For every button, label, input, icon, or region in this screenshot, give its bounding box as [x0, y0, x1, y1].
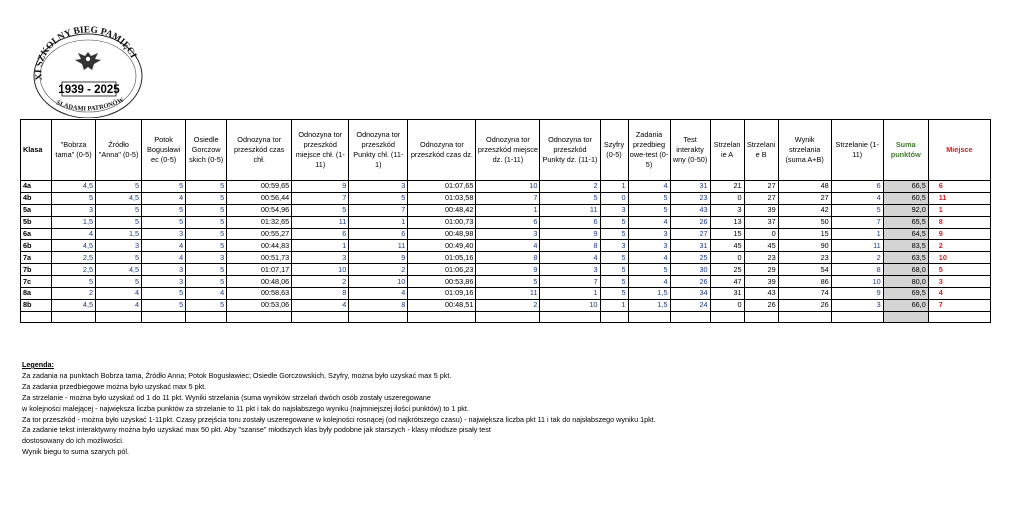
- table-cell: 00:48,98: [408, 228, 476, 240]
- table-cell: 21: [710, 181, 744, 193]
- table-cell: 3: [628, 240, 670, 252]
- table-cell: 23: [778, 252, 831, 264]
- empty-cell: [744, 311, 778, 322]
- col-header-suma: Suma punktów: [883, 120, 928, 181]
- table-cell: 43: [670, 204, 710, 216]
- empty-cell: [883, 311, 928, 322]
- table-cell: 1,5: [96, 228, 142, 240]
- table-cell: 48: [778, 181, 831, 193]
- total-points-cell: 63,5: [883, 252, 928, 264]
- table-cell: 29: [744, 264, 778, 276]
- table-cell: 7: [540, 276, 600, 288]
- col-header-strzelanie-a: Strzelan ie A: [710, 120, 744, 181]
- col-header-tor-miejsce-dz: Odnozyna tor przeszkód miejsce dz. (1-11): [476, 120, 540, 181]
- table-cell: 5: [186, 228, 227, 240]
- legend-line: w kolejności malejącej - największa liczba punktów za strzelanie to 11 pkt i tak do najsłabszego wyniku (najmniejszej ilości punktów) to 1 pkt.: [22, 403, 469, 413]
- table-cell: 4,5: [52, 181, 96, 193]
- table-cell: 74: [778, 288, 831, 300]
- table-cell: 31: [670, 181, 710, 193]
- table-cell: 4,5: [96, 264, 142, 276]
- table-cell: 00:44,83: [227, 240, 292, 252]
- table-cell: 01:07,17: [227, 264, 292, 276]
- table-cell: 01:07,65: [408, 181, 476, 193]
- table-cell: 2: [292, 276, 349, 288]
- event-logo-graphic: [22, 26, 152, 118]
- total-points-cell: 80,0: [883, 276, 928, 288]
- col-header-wynik-strzelania: Wynik strzelania (suma A+B): [778, 120, 831, 181]
- empty-cell: [928, 311, 990, 322]
- table-cell: 4: [142, 192, 186, 204]
- table-row: [21, 240, 991, 252]
- table-cell: 5: [186, 240, 227, 252]
- table-cell: 11: [540, 204, 600, 216]
- table-cell: 25: [670, 252, 710, 264]
- col-header-tor-punkty-dz: Odnozyna tor przeszkód Punkty dz. (11-1): [540, 120, 600, 181]
- table-cell: 5: [96, 276, 142, 288]
- empty-cell: [476, 311, 540, 322]
- class-name-cell: 5a: [21, 204, 52, 216]
- table-cell: 5: [96, 216, 142, 228]
- table-cell: 4: [540, 252, 600, 264]
- table-cell: 00:53,06: [227, 299, 292, 311]
- table-cell: 2: [540, 181, 600, 193]
- table-cell: 01:09,16: [408, 288, 476, 300]
- class-name-cell: 4a: [21, 181, 52, 193]
- table-cell: 4: [628, 216, 670, 228]
- table-cell: 42: [778, 204, 831, 216]
- table-cell: 27: [778, 192, 831, 204]
- empty-cell: [408, 311, 476, 322]
- table-cell: 00:51,73: [227, 252, 292, 264]
- legend-line: dostosowany do ich możliwości.: [22, 436, 124, 446]
- table-row: [21, 299, 991, 311]
- table-cell: 30: [670, 264, 710, 276]
- col-header-klasa: Klasa: [21, 120, 52, 181]
- table-cell: 2: [831, 252, 883, 264]
- table-cell: 5: [628, 204, 670, 216]
- table-row: [21, 181, 991, 193]
- table-cell: 7: [831, 216, 883, 228]
- table-cell: 5: [186, 181, 227, 193]
- table-cell: 5: [52, 192, 96, 204]
- col-header-tor-punkty-chl: Odnozyna tor przeszkód Punkty chł. (11-1): [349, 120, 408, 181]
- table-cell: 10: [831, 276, 883, 288]
- table-cell: 01:32,65: [227, 216, 292, 228]
- table-cell: 4: [52, 228, 96, 240]
- empty-cell: [21, 311, 52, 322]
- table-cell: 11: [292, 216, 349, 228]
- table-cell: 5: [142, 204, 186, 216]
- table-cell: 2: [52, 288, 96, 300]
- table-cell: 25: [710, 264, 744, 276]
- table-cell: 3: [600, 240, 628, 252]
- table-cell: 5: [186, 216, 227, 228]
- table-cell: 5: [831, 204, 883, 216]
- table-cell: 3: [831, 299, 883, 311]
- table-cell: 26: [778, 299, 831, 311]
- table-cell: 6: [831, 181, 883, 193]
- table-cell: 01:05,16: [408, 252, 476, 264]
- table-cell: 3: [540, 264, 600, 276]
- table-cell: 15: [710, 228, 744, 240]
- table-cell: 1,5: [628, 299, 670, 311]
- table-cell: 01:03,58: [408, 192, 476, 204]
- table-cell: 31: [710, 288, 744, 300]
- place-cell: 7: [928, 299, 990, 311]
- table-cell: 00:54,96: [227, 204, 292, 216]
- table-cell: 31: [670, 240, 710, 252]
- table-cell: 5: [600, 264, 628, 276]
- table-cell: 7: [476, 192, 540, 204]
- table-cell: 5: [186, 276, 227, 288]
- table-cell: 00:49,40: [408, 240, 476, 252]
- class-name-cell: 6a: [21, 228, 52, 240]
- table-cell: 9: [476, 264, 540, 276]
- table-cell: 9: [292, 181, 349, 193]
- table-cell: 1: [831, 228, 883, 240]
- table-cell: 8: [540, 240, 600, 252]
- table-cell: 23: [670, 192, 710, 204]
- table-cell: 11: [831, 240, 883, 252]
- empty-cell: [349, 311, 408, 322]
- empty-cell: [142, 311, 186, 322]
- logo-arc-text: XI SZKOLNY BIEG PAMIĘCI: [34, 26, 138, 81]
- table-cell: 15: [778, 228, 831, 240]
- table-cell: 4,5: [52, 299, 96, 311]
- table-cell: 0: [710, 192, 744, 204]
- table-cell: 3: [710, 204, 744, 216]
- table-cell: 27: [744, 192, 778, 204]
- table-cell: 3: [142, 228, 186, 240]
- table-cell: 00:56,44: [227, 192, 292, 204]
- table-cell: 9: [349, 252, 408, 264]
- table-cell: 3: [96, 240, 142, 252]
- table-cell: 27: [670, 228, 710, 240]
- legend-title: Legenda:: [22, 360, 54, 369]
- table-cell: 1,5: [52, 216, 96, 228]
- total-points-cell: 68,0: [883, 264, 928, 276]
- place-cell: 11: [928, 192, 990, 204]
- table-cell: 5: [600, 216, 628, 228]
- col-header-strzelanie-pkt: Strzelanie (1-11): [831, 120, 883, 181]
- table-cell: 1: [292, 240, 349, 252]
- col-header-test: Test interakty wny (0-50): [670, 120, 710, 181]
- table-cell: 5: [142, 288, 186, 300]
- total-points-cell: 83,5: [883, 240, 928, 252]
- place-cell: 8: [928, 216, 990, 228]
- place-cell: 6: [928, 181, 990, 193]
- table-cell: 4: [628, 276, 670, 288]
- table-cell: 3: [600, 204, 628, 216]
- table-cell: 4: [831, 192, 883, 204]
- place-cell: 10: [928, 252, 990, 264]
- table-cell: 90: [778, 240, 831, 252]
- table-cell: 9: [540, 228, 600, 240]
- class-name-cell: 8a: [21, 288, 52, 300]
- table-row: [21, 264, 991, 276]
- table-header-row: [21, 120, 991, 181]
- table-cell: 11: [476, 288, 540, 300]
- table-row: [21, 228, 991, 240]
- table-cell: 7: [292, 192, 349, 204]
- table-cell: 26: [670, 276, 710, 288]
- table-cell: 4: [349, 288, 408, 300]
- table-cell: 5: [600, 288, 628, 300]
- total-points-cell: 64,5: [883, 228, 928, 240]
- table-cell: 00:59,65: [227, 181, 292, 193]
- class-name-cell: 5b: [21, 216, 52, 228]
- table-cell: 3: [628, 228, 670, 240]
- table-cell: 4: [628, 252, 670, 264]
- empty-cell: [227, 311, 292, 322]
- legend-line: Za zadania na punktach Bobrza tama, Źródło Anna; Potok Bogusławiec; Osiedle Gorczowskich, Szyfry, można było uzyskać max 5 pkt.: [22, 370, 452, 380]
- table-cell: 00:48,06: [227, 276, 292, 288]
- table-cell: 1: [349, 216, 408, 228]
- table-cell: 4: [142, 252, 186, 264]
- table-cell: 5: [186, 204, 227, 216]
- table-cell: 4: [96, 288, 142, 300]
- table-cell: 0: [600, 192, 628, 204]
- table-cell: 4: [292, 299, 349, 311]
- table-cell: 5: [600, 252, 628, 264]
- class-name-cell: 7b: [21, 264, 52, 276]
- total-points-cell: 69,5: [883, 288, 928, 300]
- table-cell: 8: [476, 252, 540, 264]
- table-cell: 5: [540, 192, 600, 204]
- table-row: [21, 216, 991, 228]
- table-cell: 39: [744, 276, 778, 288]
- table-cell: 47: [710, 276, 744, 288]
- table-cell: 00:55,27: [227, 228, 292, 240]
- table-cell: 5: [628, 192, 670, 204]
- table-cell: 3: [142, 276, 186, 288]
- table-cell: 4: [142, 240, 186, 252]
- table-cell: 00:48,42: [408, 204, 476, 216]
- event-logo: [22, 26, 152, 118]
- class-name-cell: 8b: [21, 299, 52, 311]
- col-header-tor-czas-chl: Odnozyna tor przeszkód czas chł.: [227, 120, 292, 181]
- legend-line: Za tor przeszkód - można było uzyskać 1-11pkt. Czasy przejścia toru zostały uszeregowane w kolejności rosnącej (od najkrótszego czasu) - największa liczba pkt 11 i tak do najsłabszego wyniku 1pkt.: [22, 414, 656, 424]
- table-cell: 4: [476, 240, 540, 252]
- total-points-cell: 60,5: [883, 192, 928, 204]
- table-cell: 2: [476, 299, 540, 311]
- table-cell: 37: [744, 216, 778, 228]
- table-cell: 5: [142, 181, 186, 193]
- table-row: [21, 252, 991, 264]
- table-cell: 5: [600, 228, 628, 240]
- empty-cell: [778, 311, 831, 322]
- table-cell: 86: [778, 276, 831, 288]
- logo-bottom-text: ŚLADAMI PATRONÓW: [55, 96, 125, 113]
- table-row: [21, 288, 991, 300]
- empty-cell: [600, 311, 628, 322]
- table-cell: 54: [778, 264, 831, 276]
- col-header-zadania: Zadania przedbieg owe-test (0-5): [628, 120, 670, 181]
- empty-cell: [540, 311, 600, 322]
- empty-cell: [670, 311, 710, 322]
- legend: [22, 360, 1002, 458]
- col-header-zrodlo: Źródło "Anna" (0-5): [96, 120, 142, 181]
- place-cell: 4: [928, 288, 990, 300]
- place-cell: 2: [928, 240, 990, 252]
- results-table: [20, 119, 991, 323]
- place-cell: 5: [928, 264, 990, 276]
- table-cell: 13: [710, 216, 744, 228]
- table-cell: 2: [349, 264, 408, 276]
- total-points-cell: 92,0: [883, 204, 928, 216]
- table-cell: 5: [142, 299, 186, 311]
- table-cell: 3: [142, 264, 186, 276]
- col-header-potok: Potok Bogusławi ec (0-5): [142, 120, 186, 181]
- table-cell: 3: [349, 181, 408, 193]
- table-cell: 5: [628, 264, 670, 276]
- table-row: [21, 204, 991, 216]
- table-cell: 45: [710, 240, 744, 252]
- table-cell: 43: [744, 288, 778, 300]
- class-name-cell: 7a: [21, 252, 52, 264]
- table-cell: 0: [710, 252, 744, 264]
- class-name-cell: 7c: [21, 276, 52, 288]
- table-cell: 5: [292, 204, 349, 216]
- table-cell: 4: [186, 288, 227, 300]
- table-cell: 8: [349, 299, 408, 311]
- table-cell: 4: [628, 181, 670, 193]
- table-cell: 6: [476, 216, 540, 228]
- table-cell: 3: [52, 204, 96, 216]
- eagle-icon: [75, 52, 101, 70]
- table-cell: 5: [186, 192, 227, 204]
- table-cell: 00:58,63: [227, 288, 292, 300]
- legend-line: Wynik biegu to suma szarych pól.: [22, 447, 129, 457]
- class-name-cell: 4b: [21, 192, 52, 204]
- table-cell: 10: [476, 181, 540, 193]
- col-header-strzelanie-b: Strzelani e B: [744, 120, 778, 181]
- table-cell: 4,5: [96, 192, 142, 204]
- table-cell: 5: [476, 276, 540, 288]
- table-cell: 24: [670, 299, 710, 311]
- empty-cell: [186, 311, 227, 322]
- empty-cell: [628, 311, 670, 322]
- empty-table-row: [21, 311, 991, 322]
- legend-line: Za strzelanie - można było uzyskać od 1 do 11 pkt. Wyniki strzelania (suma wyników strzelań dwóch osób zostały uszeregowane: [22, 392, 431, 402]
- table-cell: 01:00,73: [408, 216, 476, 228]
- table-cell: 0: [744, 228, 778, 240]
- table-cell: 1: [600, 181, 628, 193]
- legend-line: Za zadania przedbiegowe można było uzyskać max 5 pkt.: [22, 381, 207, 391]
- table-cell: 4,5: [52, 240, 96, 252]
- table-cell: 3: [186, 252, 227, 264]
- table-cell: 1: [600, 299, 628, 311]
- place-cell: 9: [928, 228, 990, 240]
- empty-cell: [52, 311, 96, 322]
- table-cell: 1: [540, 288, 600, 300]
- table-cell: 5: [96, 181, 142, 193]
- table-cell: 4: [96, 299, 142, 311]
- col-header-bobrza: "Bobrza tama" (0-5): [52, 120, 96, 181]
- total-points-cell: 66,5: [883, 181, 928, 193]
- empty-cell: [292, 311, 349, 322]
- table-cell: 0: [710, 299, 744, 311]
- table-cell: 26: [670, 216, 710, 228]
- table-cell: 3: [292, 252, 349, 264]
- col-header-tor-miejsce-chl: Odnozyna tor przeszkód miejsce chł. (1-11): [292, 120, 349, 181]
- table-cell: 45: [744, 240, 778, 252]
- table-cell: 1,5: [628, 288, 670, 300]
- table-cell: 8: [292, 288, 349, 300]
- table-cell: 6: [540, 216, 600, 228]
- table-cell: 01:06,23: [408, 264, 476, 276]
- empty-cell: [96, 311, 142, 322]
- col-header-tor-czas-dz: Odnozyna tor przeszkód czas dz.: [408, 120, 476, 181]
- logo-years: 1939 - 2025: [58, 84, 120, 96]
- table-cell: 6: [292, 228, 349, 240]
- table-cell: 27: [744, 181, 778, 193]
- table-cell: 7: [349, 204, 408, 216]
- table-cell: 8: [831, 264, 883, 276]
- table-cell: 5: [96, 252, 142, 264]
- table-cell: 10: [349, 276, 408, 288]
- table-cell: 34: [670, 288, 710, 300]
- col-header-szyfry: Szyfry (0-5): [600, 120, 628, 181]
- table-cell: 5: [186, 264, 227, 276]
- table-cell: 50: [778, 216, 831, 228]
- table-cell: 11: [349, 240, 408, 252]
- table-cell: 5: [600, 276, 628, 288]
- place-cell: 3: [928, 276, 990, 288]
- empty-cell: [710, 311, 744, 322]
- table-cell: 10: [292, 264, 349, 276]
- table-cell: 5: [52, 276, 96, 288]
- table-row: [21, 192, 991, 204]
- table-cell: 5: [96, 204, 142, 216]
- col-header-osiedle: Osiedle Gorczow skich (0-5): [186, 120, 227, 181]
- table-cell: 6: [349, 228, 408, 240]
- col-header-miejsce: Miejsce: [928, 120, 990, 181]
- table-row: [21, 276, 991, 288]
- table-cell: 23: [744, 252, 778, 264]
- table-cell: 00:53,86: [408, 276, 476, 288]
- total-points-cell: 66,0: [883, 299, 928, 311]
- table-cell: 5: [349, 192, 408, 204]
- table-cell: 1: [476, 204, 540, 216]
- table-cell: 5: [142, 216, 186, 228]
- table-cell: 2,5: [52, 264, 96, 276]
- table-cell: 9: [831, 288, 883, 300]
- legend-line: Za zadanie tekst interaktywny można było uzyskać max 50 pkt. Aby "szanse" młodszych klas były podobne jak starszych - klasy młodsze pisały test: [22, 425, 491, 435]
- empty-cell: [831, 311, 883, 322]
- table-cell: 26: [744, 299, 778, 311]
- table-cell: 5: [186, 299, 227, 311]
- table-cell: 2,5: [52, 252, 96, 264]
- table-cell: 39: [744, 204, 778, 216]
- table-cell: 3: [476, 228, 540, 240]
- results-table-body: [21, 181, 991, 323]
- place-cell: 1: [928, 204, 990, 216]
- table-cell: 00:48,51: [408, 299, 476, 311]
- table-cell: 10: [540, 299, 600, 311]
- total-points-cell: 65,5: [883, 216, 928, 228]
- class-name-cell: 6b: [21, 240, 52, 252]
